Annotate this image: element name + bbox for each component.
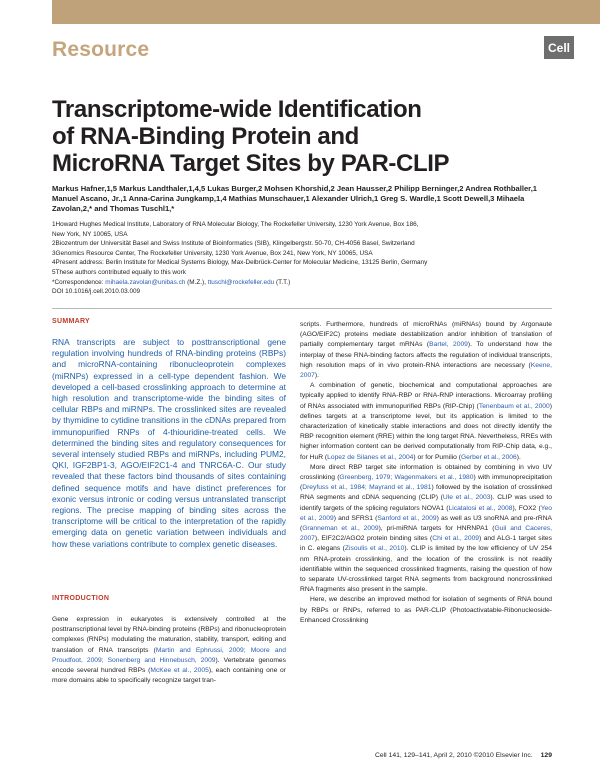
body-text: Here, we describe an improved method for isolation of segments of RNA bound by RBPs or RNPs, referred to as PAR-CLIP (Photoactivatable-Ribonucleoside-Enhanced Crosslinking [300,596,552,624]
body-text: ), pri-miRNA targets for HNRNPA1 ( [378,525,495,533]
body-paragraph [300,320,552,381]
body-text: ), EIF2C2/AGO2 protein binding sites ( [314,535,433,543]
summary-text: RNA transcripts are subject to posttranscriptional gene regulation involving hundreds of RNA-binding proteins (RBPs) and microRNA-containing ribonucleoprotein complexes (miRNPs) expressed in a cell-type dependent fashion. We developed a cell-based crosslinking approach to determine at high resolution and transcriptome-wide the binding sites of cellular RBPs and miRNPs. The crosslinked sites are revealed by thymidine to cytidine transitions in the cDNAs prepared from immunopurified RNPs of 4-thiouridine-treated cells. We determined the binding sites and regulatory consequences for several intensely studied RBPs and miRNPs, including PUM2, QKI, IGF2BP1-3, AGO/EIF2C1-4 and TNRC6A-C. Our study revealed that these factors bind thousands of sites containing defined sequence motifs and have distinct preferences for exonic versus intronic or coding versus untranslated transcript regions. The precise mapping of binding sites across the transcriptome will be critical to the interpretation of the rapidly emerging data on genetic variation between individuals and how these variations contribute to complex genetic diseases. [52,337,286,549]
author-list: Markus Hafner,1,5 Markus Landthaler,1,4,5 Lukas Burger,2 Mohsen Khorshid,2 Jean Hausser,2 Philipp Berninger,2 Andrea Rothballer,1 Manuel Ascano, Jr.,1 Anna-Carina Jungkamp,1,4 Mathias Munschauer,1 Alexander Ulrich,1 Greg S. Wardle,1 Scott Dewell,3 Mihaela Zavolan,2,* and Thomas Tuschl1,* [52,184,538,213]
correspondence-label: *Correspondence: [52,278,106,286]
page-footer [335,752,552,759]
body-text: ), each containing one or more domains able to specifically recognize target tran- [52,667,287,685]
body-text: A combination of genetic, biochemical and computational approaches are typically applied to identify RNA-RBP or RNA-RNP interactions. Microarray profiling of RNAs associated with immunopurified RBPs (RIP-Chip) ( [300,382,552,410]
body-text: ). [314,372,319,380]
correspondence-text: (T.T.) [274,278,291,286]
body-paragraph [300,463,552,596]
body-text: ). To understand how the interplay of these RNA-binding factors affects the regulation of individual transcripts, high resolution maps of in vivo protein-RNA interactions are necessary ( [300,341,552,369]
title-line: of RNA-Binding Protein and [52,123,359,150]
body-text: ), FOX2 ( [512,504,541,512]
body-text: ). CLIP was used to identify targets of the splicing regulators NOVA1 ( [300,494,552,512]
citation-link[interactable]: Martin and Ephrussi, 2009; Moore and Proudfoot, 2009; Sonenberg and Hinnebusch, 2009 [52,646,286,664]
citation-link[interactable]: Lopez de Silanes et al., 2004 [327,453,414,461]
correspondence-text: (M.Z.), [185,278,208,286]
body-text: Gene expression in eukaryotes is extensively controlled at the posttranscriptional level by RNA-binding proteins (RBPs) and ribonucleoprotein complexes (RNPs) modulating the maturation, stability, transport, editing and translation of RNA transcripts ( [52,616,286,654]
page-number: 129 [540,752,552,759]
citation-link[interactable]: Gerber et al., 2006 [460,453,517,461]
header-color-bar [52,0,600,24]
summary-heading: SUMMARY [52,318,91,325]
body-text: ) and SFRS1 ( [333,514,378,522]
email-link[interactable]: mihaela.zavolan@unibas.ch [105,278,186,286]
citation-link[interactable]: Zisoulis et al., 2010 [344,545,405,553]
body-text: scripts. Furthermore, hundreds of microRNAs (miRNAs) bound by Argonaute (AGO/EIF2C) proteins mediate destabilization and/or inhibition of translation of partially complementary target mRNAs ( [300,321,552,349]
citation-link[interactable]: Licatalosi et al., 2008 [448,504,513,512]
citation-link[interactable]: Granneman et al., 2009 [302,525,379,533]
divider [52,308,552,309]
body-text: ). Vertebrate genomes encode several hundred RBPs ( [52,656,286,675]
citation-link[interactable]: Dreyfuss et al., 1984; Mayrand et al., 1981 [302,484,432,492]
body-text: ). CLIP is limited by the low efficiency of UV 254 nm RNA-protein crosslinking, and the location of the crosslink is not readily identifiable within the sequenced crosslinked fragments, raising the question of how to separate UV-crosslinked target RNA segments from background noncrosslinked RNA fragments also present in the sample. [300,545,552,594]
citation-link[interactable]: McKee et al., 2005 [150,667,209,675]
citation-link[interactable]: Tenenbaum et al., 2000 [478,402,550,410]
body-text: ). [516,453,521,461]
body-text: ) followed by the isolation of crosslinked RNA segments and cDNA sequencing (CLIP) ( [300,484,552,502]
title-line: MicroRNA Target Sites by PAR-CLIP [52,150,450,177]
doi[interactable]: DOI 10.1016/j.cell.2010.03.009 [52,288,141,296]
citation-link[interactable]: Bartel, 2009 [429,341,468,349]
body-text: ) defines targets at a transcriptome level, but its application is limited to the characterization of kinetically stable interactions and does not directly identify the RBP recognition element (RRE) within the long target RNA. Nevertheless, RREs with higher information content can be derived computationally from RIP-Chip data, e.g., for HuR ( [300,402,552,461]
body-text: ) with immunoprecipitation ( [300,474,552,492]
introduction-heading: INTRODUCTION [52,595,110,602]
correspondence [52,278,552,288]
citation-link[interactable]: Chi et al., 2009 [432,535,480,543]
article-title [52,96,532,177]
body-text: ) as well as U3 snoRNA and pre-rRNA ( [300,514,552,533]
body-text: More direct RBP target site information is obtained by combining in vivo UV crosslinking ( [300,463,552,482]
affiliation-line: 1Howard Hughes Medical Institute, Laboratory of RNA Molecular Biology, The Rockefeller University, 1230 York Avenue, Box 186, [52,221,419,228]
citation-link[interactable]: Sanford et al., 2009 [377,514,437,522]
citation-link[interactable]: Guil and Caceres, 2007 [300,525,553,543]
journal-logo[interactable]: Cell [544,36,574,59]
email-link[interactable]: ttuschl@rockefeller.edu [207,278,275,286]
affiliation-line: 5These authors contributed equally to this work [52,268,186,276]
affiliation-line: New York, NY 10065, USA [52,230,128,238]
introduction-text [52,615,286,686]
citation-link[interactable]: Greenberg, 1979; Wagenmakers et al., 1980 [339,474,474,482]
section-label: Resource [52,38,150,61]
affiliation-line: 3Genomics Resource Center, The Rockefeller University, 1230 York Avenue, Box 241, New York, NY 10065, USA [52,249,373,257]
citation-link[interactable]: Ule et al., 2003 [442,494,491,502]
citation-link[interactable]: Keene, 2007 [300,361,552,380]
body-paragraph [300,595,552,626]
affiliations [52,220,552,297]
body-text: ) or for Pumilio ( [413,453,461,461]
right-column-text [300,320,552,626]
body-text: ) and ALG-1 target sites in C. elegans ( [300,535,552,553]
affiliation-line: 2Biozentrum der Universität Basel and Swiss Institute of Bioinformatics (SIB), Klingelbergstr. 50-70, CH-4056 Basel, Switzerland [52,240,415,248]
citation-link[interactable]: Yeo et al., 2009 [300,504,552,522]
footer-citation: Cell 141, 129–141, April 2, 2010 ©2010 Elsevier Inc. [374,752,533,759]
body-paragraph [300,381,552,463]
affiliation-line: 4Present address: Berlin Institute for Medical Systems Biology, Max-Delbrück-Center for Molecular Medicine, 13125 Berlin, Germany [52,259,428,267]
title-line: Transcriptome-wide Identification [52,96,422,123]
